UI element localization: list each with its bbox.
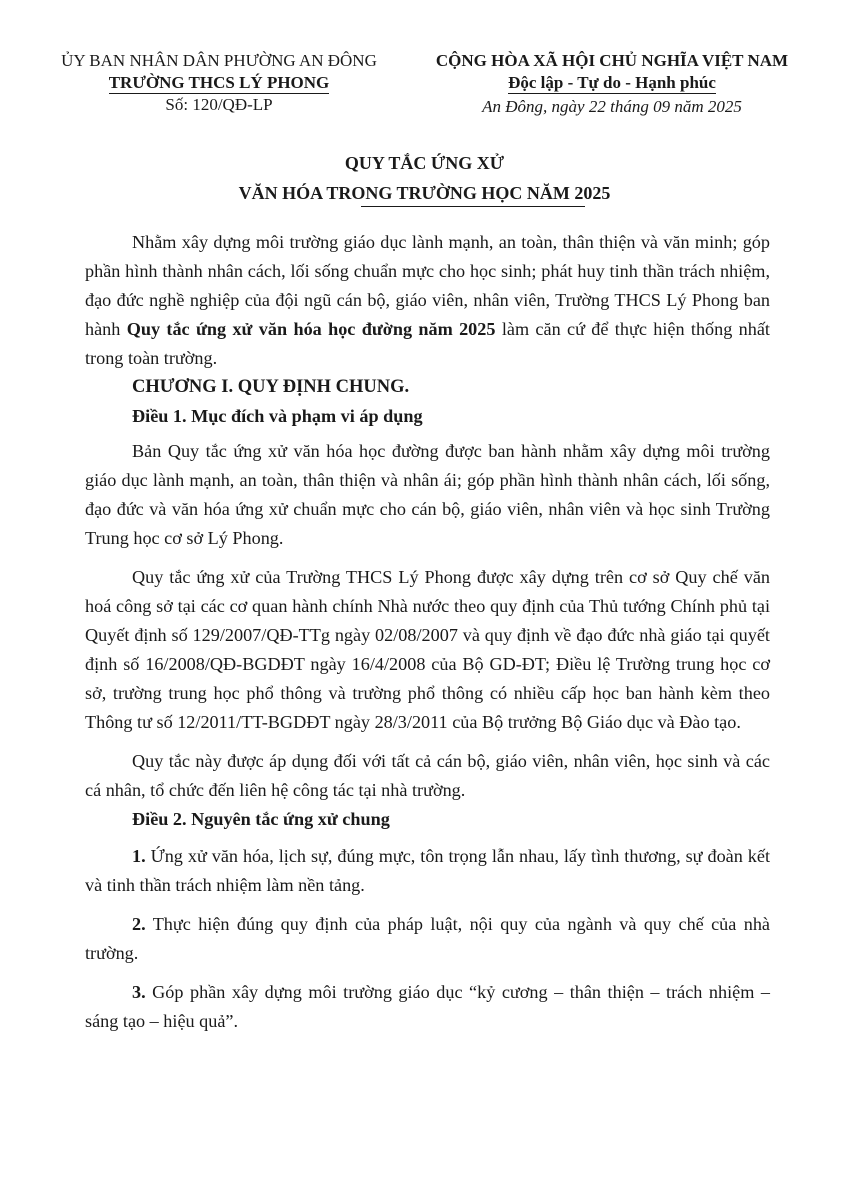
nation-name: CỘNG HÒA XÃ HỘI CHỦ NGHĨA VIỆT NAM (435, 51, 789, 70)
intro-text-end: làm căn cứ để thực hiện thống nhất trong toàn trường. (85, 319, 770, 368)
nation-motto: Độc lập - Tự do - Hạnh phúc (508, 73, 716, 92)
article-2-heading: Điều 2. Nguyên tắc ứng xử chung (132, 809, 390, 829)
document-body (85, 228, 770, 1036)
article-2-item-1 (85, 842, 770, 900)
article-2-item-2 (85, 910, 770, 968)
header-left (44, 50, 394, 116)
document-title (0, 148, 849, 208)
title-line-2: VĂN HÓA TRONG TRƯỜNG HỌC NĂM 2025 (238, 183, 611, 203)
header-right (412, 50, 812, 118)
item-text: Thực hiện đúng quy định của pháp luật, nội quy của ngành và quy chế của nhà trường. (85, 914, 770, 963)
intro-text: Nhằm xây dựng môi trường giáo dục lành mạnh, an toàn, thân thiện và văn minh; góp phần hình thành nhân cách, lối sống chuẩn mực cho học sinh; phát huy tinh thần trách nhiệm, đạo đức nghề nghiệp của đội ngũ cán bộ, giáo viên, nhân viên, Trường THCS Lý Phong ban hành (85, 232, 770, 339)
item-text: Góp phần xây dựng môi trường giáo dục “kỷ cương – thân thiện – trách nhiệm – sáng tạo – hiệu quả”. (85, 982, 770, 1031)
authority-name: ỦY BAN NHÂN DÂN PHƯỜNG AN ĐÔNG (61, 51, 377, 70)
document-date: An Đông, ngày 22 tháng 09 năm 2025 (482, 97, 742, 116)
document-number: Số: 120/QĐ-LP (165, 95, 273, 114)
intro-paragraph (85, 228, 770, 373)
item-number: 3. (132, 982, 146, 1002)
item-number: 2. (132, 914, 146, 934)
title-line-1: QUY TẮC ỨNG XỬ (344, 153, 505, 173)
school-name: TRƯỜNG THCS LÝ PHONG (108, 73, 330, 92)
intro-bold-text: Quy tắc ứng xử văn hóa học đường năm 2025 (126, 319, 496, 339)
title-underline (361, 206, 585, 207)
chapter-heading: CHƯƠNG I. QUY ĐỊNH CHUNG. (132, 377, 410, 397)
article-1-heading: Điều 1. Mục đích và phạm vi áp dụng (132, 406, 423, 426)
article-1-paragraph-2: Quy tắc ứng xử của Trường THCS Lý Phong được xây dựng trên cơ sở Quy chế văn hoá công sở tại các cơ quan hành chính Nhà nước theo quy định của Thủ tướng Chính phủ tại Quyết định số 129/2007/QĐ-TTg ngày 02/08/2007 và quy định về đạo đức nhà giáo tại quyết định số 16/2008/QĐ-BGDĐT ngày 16/4/2008 của Bộ GD-ĐT; Điều lệ Trường trung học cơ sở, trường trung học phổ thông và trường phổ thông có nhiều cấp học ban hành kèm theo Thông tư số 12/2011/TT-BGDĐT ngày 28/3/2011 của Bộ trưởng Bộ Giáo dục và Đào tạo. (85, 567, 770, 732)
article-1-paragraph-3: Quy tắc này được áp dụng đối với tất cả cán bộ, giáo viên, nhân viên, học sinh và các cá nhân, tổ chức đến liên hệ công tác tại nhà trường. (85, 751, 770, 800)
article-1-paragraph-1: Bản Quy tắc ứng xử văn hóa học đường được ban hành nhằm xây dựng môi trường giáo dục lành mạnh, an toàn, thân thiện và nhân ái; góp phần hình thành nhân cách, lối sống, đạo đức và văn hóa ứng xử chuẩn mực cho cán bộ, giáo viên, nhân viên và học sinh Trường Trung học cơ sở Lý Phong. (85, 441, 770, 548)
item-number: 1. (132, 846, 146, 866)
item-text: Ứng xử văn hóa, lịch sự, đúng mực, tôn trọng lẫn nhau, lấy tình thương, sự đoàn kết và tinh thần trách nhiệm làm nền tảng. (85, 846, 770, 895)
article-2-item-3 (85, 978, 770, 1036)
